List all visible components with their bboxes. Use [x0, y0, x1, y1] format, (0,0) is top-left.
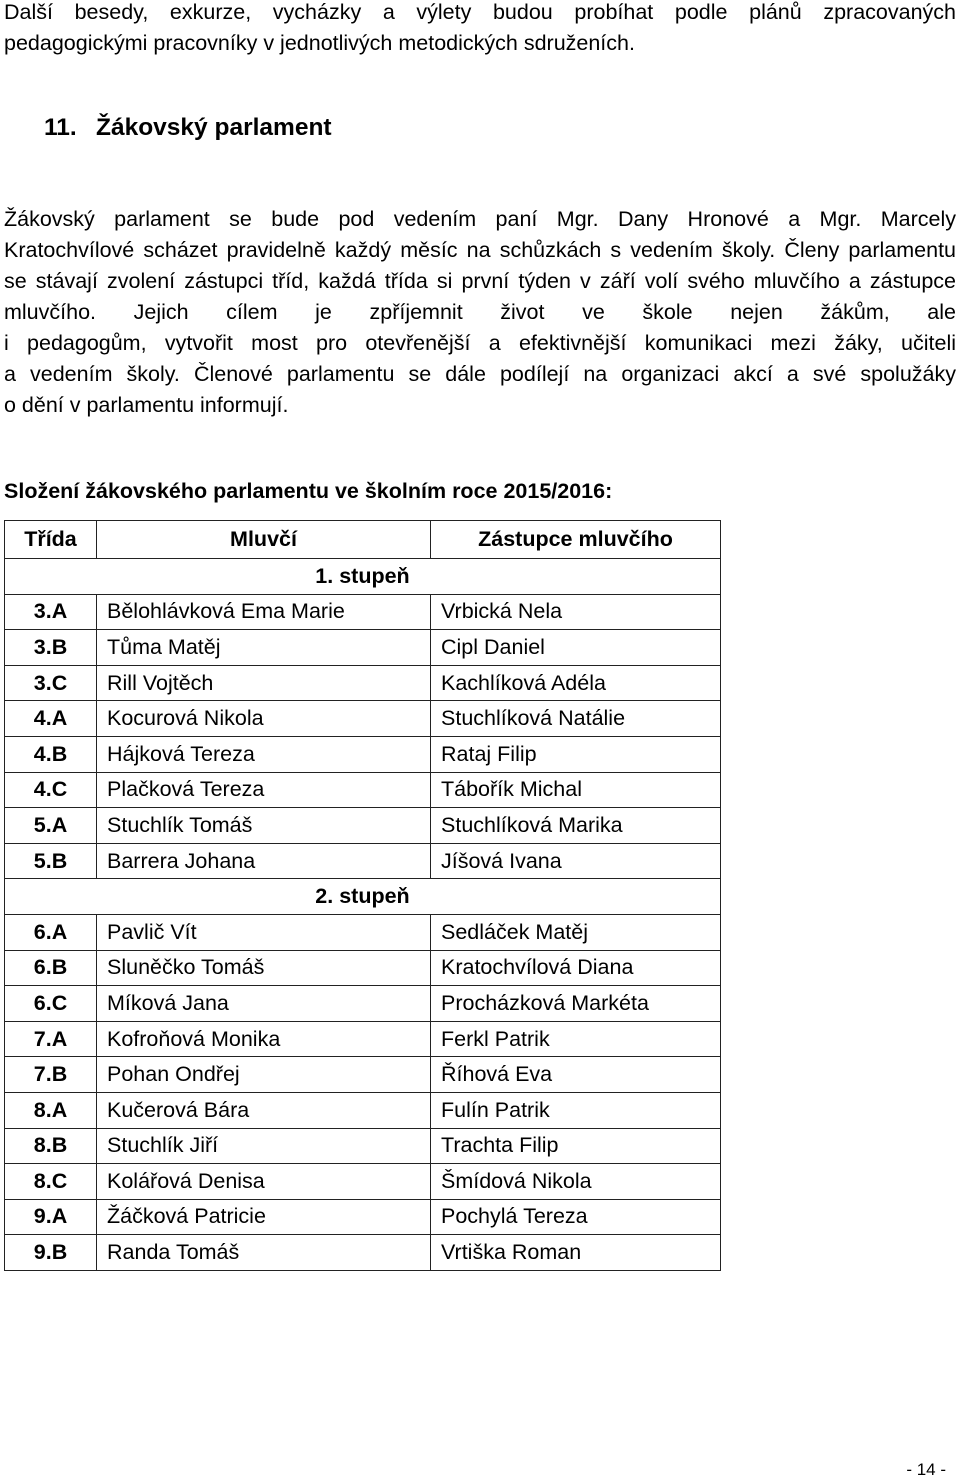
class-cell: 6.C [5, 986, 97, 1022]
body-line: i pedagogům, vytvořit most pro otevřenější a efektivnější komunikaci mezi žáky, učiteli [4, 331, 956, 355]
speaker-cell: Kučerová Bára [97, 1092, 431, 1128]
table-heading: Složení žákovského parlamentu ve školním roce 2015/2016: [4, 479, 613, 503]
intro-line: pedagogickými pracovníky v jednotlivých metodických sdruženích. [4, 31, 635, 55]
stage-row [5, 879, 721, 915]
speaker-cell: Kolářová Denisa [97, 1164, 431, 1200]
deputy-cell: Pochylá Tereza [431, 1199, 721, 1235]
table-row [5, 1199, 721, 1235]
deputy-cell: Trachta Filip [431, 1128, 721, 1164]
speaker-cell: Pavlič Vít [97, 914, 431, 950]
speaker-cell: Stuchlík Jiří [97, 1128, 431, 1164]
speaker-cell: Bělohlávková Ema Marie [97, 594, 431, 630]
body-line: o dění v parlamentu informují. [4, 393, 289, 417]
class-cell: 9.A [5, 1199, 97, 1235]
table-row [5, 1235, 721, 1271]
section-title: Žákovský parlament [96, 114, 332, 141]
table-body [5, 559, 721, 1271]
table-row [5, 1057, 721, 1093]
deputy-cell: Stuchlíková Marika [431, 808, 721, 844]
class-cell: 4.A [5, 701, 97, 737]
deputy-cell: Tábořík Michal [431, 772, 721, 808]
deputy-cell: Vrtiška Roman [431, 1235, 721, 1271]
table-row [5, 1128, 721, 1164]
class-cell: 7.A [5, 1021, 97, 1057]
section-heading [44, 114, 332, 142]
speaker-cell: Sluněčko Tomáš [97, 950, 431, 986]
section-paragraph [4, 204, 956, 421]
speaker-cell: Rill Vojtěch [97, 665, 431, 701]
class-cell: 9.B [5, 1235, 97, 1271]
table-row [5, 630, 721, 666]
class-cell: 8.B [5, 1128, 97, 1164]
body-line: Žákovský parlament se bude pod vedením paní Mgr. Dany Hronové a Mgr. Marcely [4, 207, 956, 231]
stage-label: 2. stupeň [5, 879, 721, 915]
deputy-cell: Procházková Markéta [431, 986, 721, 1022]
page-number: - 14 - [906, 1460, 946, 1479]
table-row [5, 1021, 721, 1057]
deputy-cell: Vrbická Nela [431, 594, 721, 630]
speaker-cell: Hájková Tereza [97, 736, 431, 772]
class-cell: 4.C [5, 772, 97, 808]
deputy-cell: Stuchlíková Natálie [431, 701, 721, 737]
table-row [5, 914, 721, 950]
body-line: Kratochvílové scházet pravidelně každý měsíc na schůzkách s vedením školy. Členy parlamentu [4, 238, 956, 262]
deputy-cell: Sedláček Matěj [431, 914, 721, 950]
deputy-cell: Kratochvílová Diana [431, 950, 721, 986]
deputy-cell: Ferkl Patrik [431, 1021, 721, 1057]
class-cell: 6.A [5, 914, 97, 950]
table-row [5, 1164, 721, 1200]
class-cell: 3.C [5, 665, 97, 701]
table-row [5, 843, 721, 879]
intro-paragraph [4, 0, 956, 59]
class-cell: 8.A [5, 1092, 97, 1128]
class-cell: 6.B [5, 950, 97, 986]
table-row [5, 772, 721, 808]
table-row [5, 736, 721, 772]
table-header-row [5, 521, 721, 559]
class-cell: 7.B [5, 1057, 97, 1093]
class-cell: 3.A [5, 594, 97, 630]
deputy-cell: Rataj Filip [431, 736, 721, 772]
speaker-cell: Žáčková Patricie [97, 1199, 431, 1235]
body-line: a vedením školy. Členové parlamentu se dále podílejí na organizaci akcí a své spolužáky [4, 362, 956, 386]
table-row [5, 594, 721, 630]
class-cell: 5.B [5, 843, 97, 879]
speaker-cell: Kofroňová Monika [97, 1021, 431, 1057]
speaker-cell: Plačková Tereza [97, 772, 431, 808]
speaker-cell: Pohan Ondřej [97, 1057, 431, 1093]
header-deputy: Zástupce mluvčího [431, 521, 721, 559]
table-row [5, 701, 721, 737]
deputy-cell: Fulín Patrik [431, 1092, 721, 1128]
deputy-cell: Cipl Daniel [431, 630, 721, 666]
table-row [5, 986, 721, 1022]
deputy-cell: Kachlíková Adéla [431, 665, 721, 701]
speaker-cell: Tůma Matěj [97, 630, 431, 666]
speaker-cell: Barrera Johana [97, 843, 431, 879]
intro-line: Další besedy, exkurze, vycházky a výlety budou probíhat podle plánů zpracovaných [4, 0, 956, 24]
table-row [5, 1092, 721, 1128]
header-class: Třída [5, 521, 97, 559]
body-line: se stávají zvolení zástupci tříd, každá třída si první týden v září volí svého mluvčího a zástupce [4, 269, 956, 293]
section-number: 11. [44, 114, 77, 141]
table-row [5, 665, 721, 701]
table-row [5, 808, 721, 844]
stage-label: 1. stupeň [5, 559, 721, 595]
class-cell: 8.C [5, 1164, 97, 1200]
body-line: mluvčího. Jejich cílem je zpříjemnit život ve škole nejen žákům, ale [4, 300, 956, 324]
parliament-table [4, 520, 721, 1271]
class-cell: 3.B [5, 630, 97, 666]
speaker-cell: Randa Tomáš [97, 1235, 431, 1271]
deputy-cell: Jíšová Ivana [431, 843, 721, 879]
class-cell: 4.B [5, 736, 97, 772]
class-cell: 5.A [5, 808, 97, 844]
speaker-cell: Kocurová Nikola [97, 701, 431, 737]
table-row [5, 950, 721, 986]
deputy-cell: Říhová Eva [431, 1057, 721, 1093]
deputy-cell: Šmídová Nikola [431, 1164, 721, 1200]
header-speaker: Mluvčí [97, 521, 431, 559]
speaker-cell: Míková Jana [97, 986, 431, 1022]
stage-row [5, 559, 721, 595]
speaker-cell: Stuchlík Tomáš [97, 808, 431, 844]
